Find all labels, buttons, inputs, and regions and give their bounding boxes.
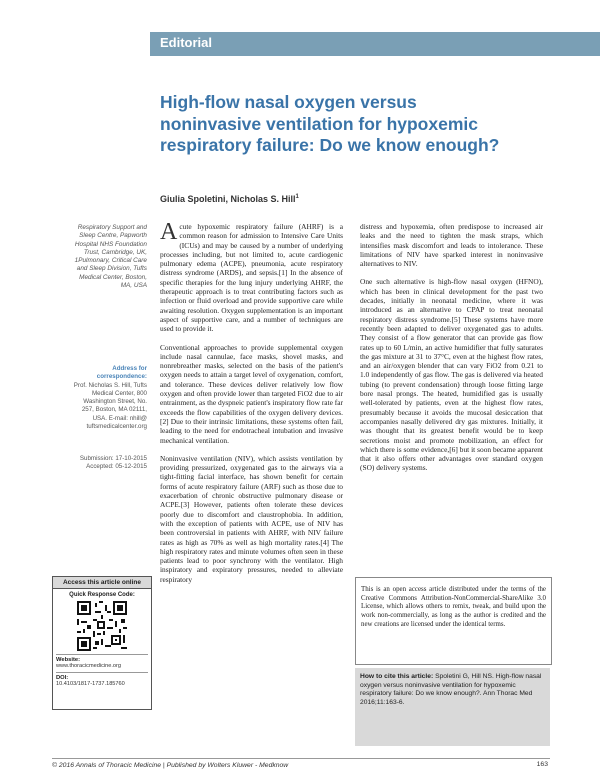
article-title: High-flow nasal oxygen versus noninvasive ventilation for hypoxemic respiratory failure: Do we know enough? (160, 92, 500, 155)
license-box (355, 577, 552, 665)
citation-label: How to cite this article: (360, 673, 434, 680)
website-label: Website: (56, 654, 148, 663)
body-column-1 (160, 219, 343, 593)
section-banner (150, 32, 600, 56)
doi-link[interactable]: 10.4103/1817-1737.185760 (56, 681, 125, 687)
page-number: 163 (536, 761, 548, 768)
qr-label: Quick Response Code: (69, 592, 135, 598)
paragraph: One such alternative is high-flow nasal oxygen (HFNO), which has been in clinical development for the past two decades, initially in neonatal medicine, where it was introduced as an alternative to CPAP to treat neonatal respiratory distress syndrome.[5] These systems have more recently been adapted to deliver oxygenated gas to adults. They consist of a flow generator that can provide gas flow rates up to 60 L/min, an active humidifier that fully saturates the gas mixture at 31 to 37°C, even at the highest flow rates, and an air/oxygen blender that can vary FiO2 from 0.21 to 1.0 independently of gas flow. The gas is delivered via heated tubing (to prevent condensation) through loose fitting large bore nasal prongs. The heated, humidified gas is usually well-tolerated by patients, even at the highest flow rates, presumably because it avoids the mucosal desiccation that accompanies nasally delivered dry gas mixtures. Initially, it was thought that its greatest benefit would be to keep secretions moist and promote mobilization, an effect for which there is some evidence,[6] but it soon became apparent that it also offers other advantages over standard oxygen (SO) delivery systems. (360, 277, 543, 473)
submission-date: Submission: 17-10-2015 (79, 455, 147, 462)
paragraph-text: cute hypoxemic respiratory failure (AHRF) is a common reason for admission to Intensive Care Units (ICUs) and may be caused by a number of underlying processes including, but not limited to, acute cardiogenic pulmonary edema (ACPE), pneumonia, acute respiratory distress syndrome (ARDS), and sepsis.[1] In the absence of specific therapies for the lung injury underlying AHRF, the therapeutic approach is to treat contributing factors such as infection or fluid overload and provide supportive care while awaiting resolution. Oxygen supplementation is an important aspect of supportive care, and a number of techniques are used to provide it. (160, 222, 343, 334)
correspondence-body: Prof. Nicholas S. Hill, Tufts Medical Center, 800 Washington Street, No. 257, Boston, MA 02111, USA. E-mail: nhill@ tuftsmedicalcenter.org (73, 381, 147, 431)
affiliation: Respiratory Support and Sleep Centre, Papworth Hospital NHS Foundation Trust, Cambridge, UK, 1Pulmonary, Critical Care and Sleep Division, Tufts Medical Center, Boston, MA, USA (74, 224, 147, 290)
doi-label: DOI: (56, 672, 148, 681)
paragraph: Noninvasive ventilation (NIV), which assists ventilation by providing pressurized, oxygenated gas to the airways via a tight-fitting facial interface, has shown benefit for certain forms of acute respiratory failure (ARF) such as those due to exacerbation of chronic obstructive pulmonary disease or ACPE.[3] However, patients often tolerate these devices poorly due to discomfort and claustrophobia. In addition, with the exception of patients with ACPE, use of NIV has been controversial in patients with AHRF, with NIV failure rates as high as 70% as well as high mortality rates.[4] The high respiratory rates and minute volumes often seen in these patients lead to poor synchrony with the ventilator. High inspiratory and expiratory pressures, needed to alleviate respiratory (160, 453, 343, 584)
dates (70, 455, 147, 472)
footer: © 2016 Annals of Thoracic Medicine | Published by Wolters Kluwer - Medknow (52, 758, 550, 769)
accepted-date: Accepted: 05-12-2015 (86, 463, 147, 471)
citation (360, 673, 545, 708)
dropcap: A (160, 219, 178, 245)
section-label: Editorial (160, 35, 213, 50)
correspondence (70, 365, 147, 431)
paragraph: distress and hypoxemia, often predispose to increased air leaks and the need to tighten the mask straps, which intensifies mask discomfort and leads to intolerance. These limitations of NIV have sparked interest in noninvasive alternatives to NIV. (360, 222, 543, 269)
website-link[interactable]: www.thoracicmedicine.org (56, 663, 121, 669)
body-column-2 (360, 222, 543, 482)
authors: Giulia Spoletini, Nicholas S. Hill (160, 194, 296, 204)
citation-box (355, 668, 550, 746)
access-header: Access this article online (53, 577, 151, 589)
correspondence-heading: Address for correspondence: (96, 365, 147, 381)
paragraph (160, 219, 343, 334)
citation-text: Spoletini G, Hill NS. High-flow nasal oxygen versus noninvasive ventilation for hypoxemic respiratory failure: Do we know enough?. Ann Thorac Med 2016;11:163-6. (360, 673, 542, 707)
author-superscript: 1 (295, 194, 299, 200)
paragraph: Conventional approaches to provide supplemental oxygen include nasal cannulae, face masks, shovel masks, and nonrebreather masks, selected on the basis of the patient's oxygen needs to attain a target level of oxygenation, comfort, and tolerance. These devices deliver relatively low flow oxygen and often provide lower than targeted FiO2 due to air entrainment, as the dyspneic patient's inspiratory flow rate far exceeds the flow capabilities of the oxygen delivery devices.[2] Due to their intrinsic limitations, these systems often fail, leading to the need for endotracheal intubation and invasive mechanical ventilation. (160, 342, 343, 445)
qr-code-icon[interactable] (77, 601, 127, 651)
author-line (160, 194, 299, 204)
access-box (52, 576, 152, 710)
license-text: This is an open access article distributed under the terms of the Creative Commons Attribution-NonCommercial-ShareAlike 3.0 License, which allows others to remix, tweak, and build upon the work non-commercially, as long as the author is credited and the new creations are licensed under the identical terms. (361, 586, 546, 628)
